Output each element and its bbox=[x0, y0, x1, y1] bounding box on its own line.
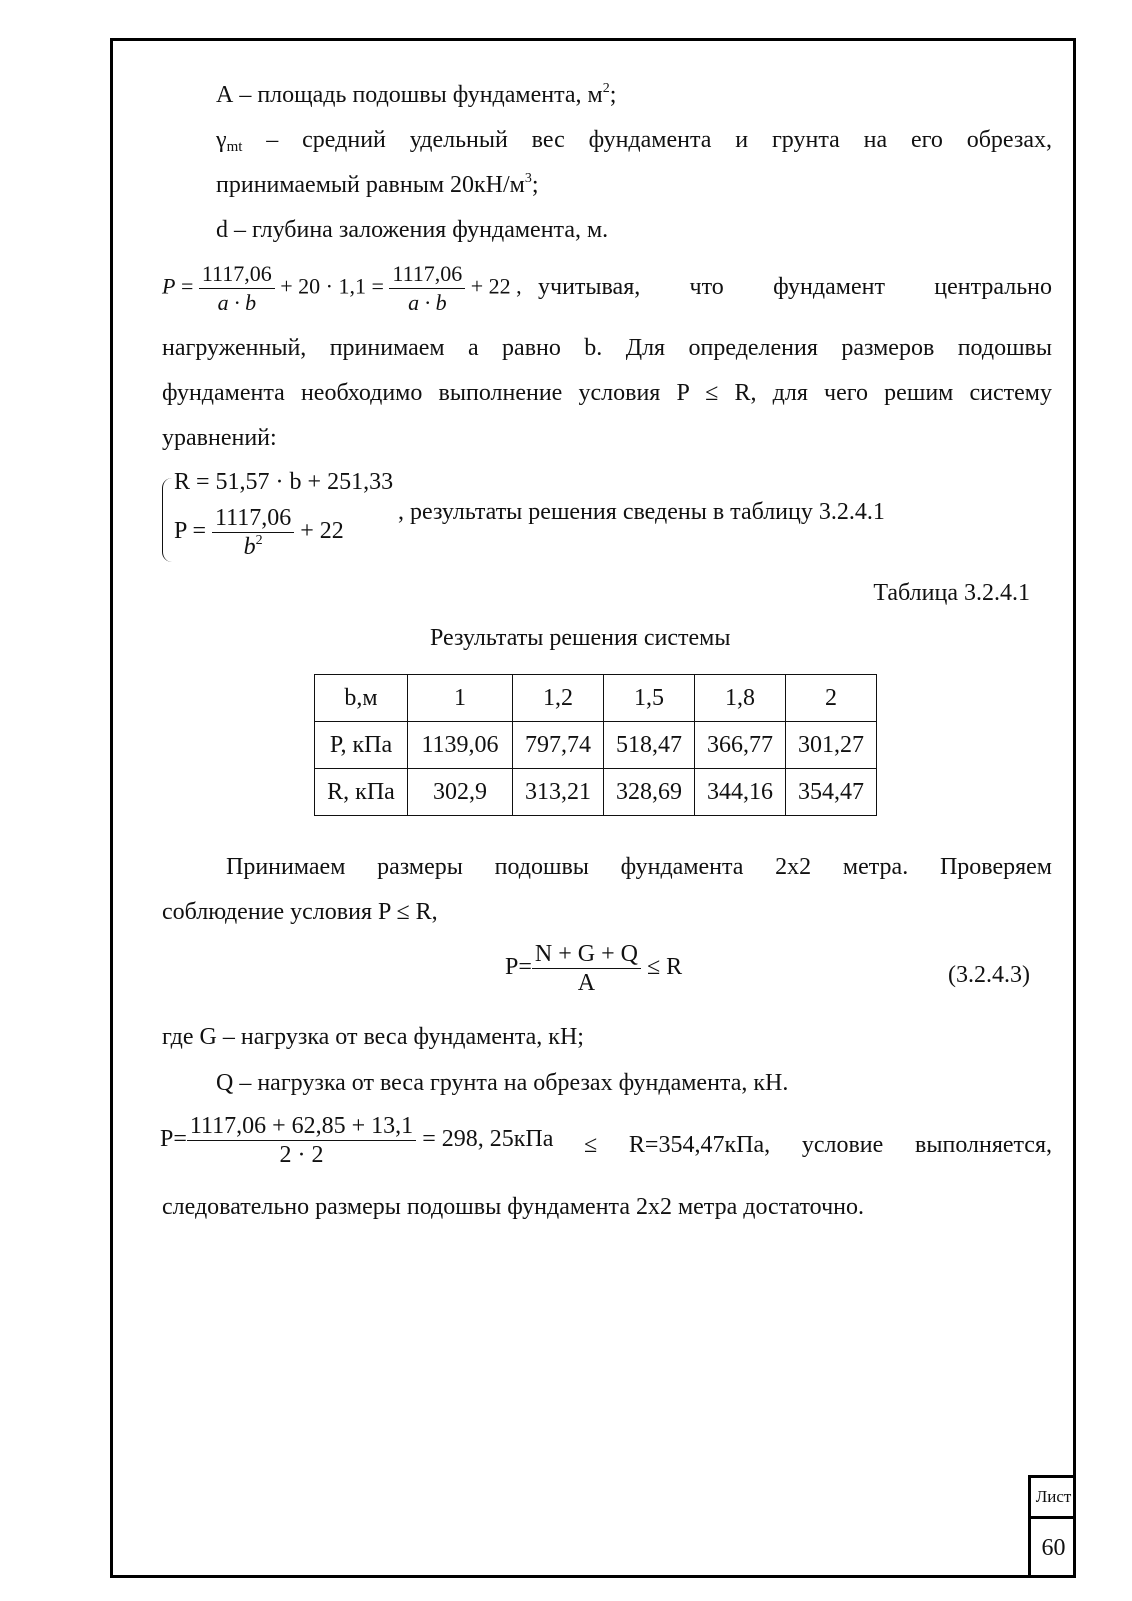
sheet-number: 60 bbox=[1041, 1535, 1066, 1561]
paragraph-line: нагруженный, принимаем а равно b. Для определения размеров подошвы bbox=[162, 335, 1052, 361]
table-cell: R, кПа bbox=[315, 769, 408, 816]
table-cell: 302,9 bbox=[408, 769, 513, 816]
system-note: , результаты решения сведены в таблицу 3.2.4.1 bbox=[398, 499, 885, 525]
system-brace bbox=[162, 478, 173, 562]
table-cell: 313,21 bbox=[513, 769, 604, 816]
sheet-label: Лист bbox=[1031, 1478, 1076, 1519]
table-cell: 1139,06 bbox=[408, 722, 513, 769]
table-number: Таблица 3.2.4.1 bbox=[873, 580, 1030, 606]
paragraph-line: уравнений: bbox=[162, 425, 277, 451]
table-cell: P, кПа bbox=[315, 722, 408, 769]
table-cell: 344,16 bbox=[695, 769, 786, 816]
table-cell: 354,47 bbox=[786, 769, 877, 816]
table-row bbox=[315, 675, 877, 722]
table-cell: 1,2 bbox=[513, 675, 604, 722]
where-g: где G – нагрузка от веса фундамента, кН; bbox=[162, 1024, 584, 1050]
table-cell: 366,77 bbox=[695, 722, 786, 769]
formula-pressure: P = $\frac{1117,06}{a \cdot b}$ + 20 · 1,1 = $\frac{1117,06}{a \cdot b}$ + 22 , bbox=[162, 261, 522, 315]
system-equation-r: R = 51,57 · b + 251,33 bbox=[174, 469, 394, 495]
where-q: Q – нагрузка от веса грунта на обрезах фундамента, кН. bbox=[216, 1070, 789, 1096]
table-cell: 301,27 bbox=[786, 722, 877, 769]
table-cell: 518,47 bbox=[604, 722, 695, 769]
definition-gamma-line2: принимаемый равным $20кН/м^3$; bbox=[216, 171, 539, 198]
definition-gamma: $\gamma_{mt}$ – средний удельный вес фундамента и грунта на его обрезах, bbox=[216, 127, 1052, 155]
table-row bbox=[315, 722, 877, 769]
definition-depth: d – глубина заложения фундамента, м. bbox=[216, 217, 609, 243]
results-table bbox=[314, 674, 877, 816]
formula-check: P= $\frac{N + G + Q}{A}$ ≤ R bbox=[505, 941, 683, 996]
paragraph-line: соблюдение условия P ≤ R, bbox=[162, 899, 438, 925]
table-cell: 2 bbox=[786, 675, 877, 722]
table-cell: 1,8 bbox=[695, 675, 786, 722]
table-cell: 1,5 bbox=[604, 675, 695, 722]
table-cell: 1 bbox=[408, 675, 513, 722]
formula-pressure-text: учитывая, что фундамент центрально bbox=[538, 274, 1052, 300]
definition-area: А – площадь подошвы фундамента, $м^2$; bbox=[216, 81, 617, 108]
table-cell: 797,74 bbox=[513, 722, 604, 769]
paragraph-line: фундамента необходимо выполнение условия P ≤ R, для чего решим систему bbox=[162, 380, 1052, 406]
calc-formula: P= $\frac{1117,06 + 62,85 + 13,1}{2 \cdot 2}$ = 298, 25кПа bbox=[160, 1113, 554, 1168]
table-title: Результаты решения системы bbox=[430, 625, 731, 651]
conclusion: следовательно размеры подошвы фундамента 2х2 метра достаточно. bbox=[162, 1194, 864, 1220]
table-row bbox=[315, 769, 877, 816]
sheet-stamp bbox=[1028, 1475, 1076, 1578]
paragraph-line: Принимаем размеры подошвы фундамента 2х2 метра. Проверяем bbox=[226, 854, 1052, 880]
table-cell: b,м bbox=[315, 675, 408, 722]
calc-text: ≤ R=354,47кПа, условие выполняется, bbox=[584, 1132, 1052, 1158]
table-cell: 328,69 bbox=[604, 769, 695, 816]
formula-number: (3.2.4.3) bbox=[948, 962, 1030, 988]
system-equation-p: P = $\frac{1117,06}{b^2}$ + 22 bbox=[174, 505, 344, 560]
